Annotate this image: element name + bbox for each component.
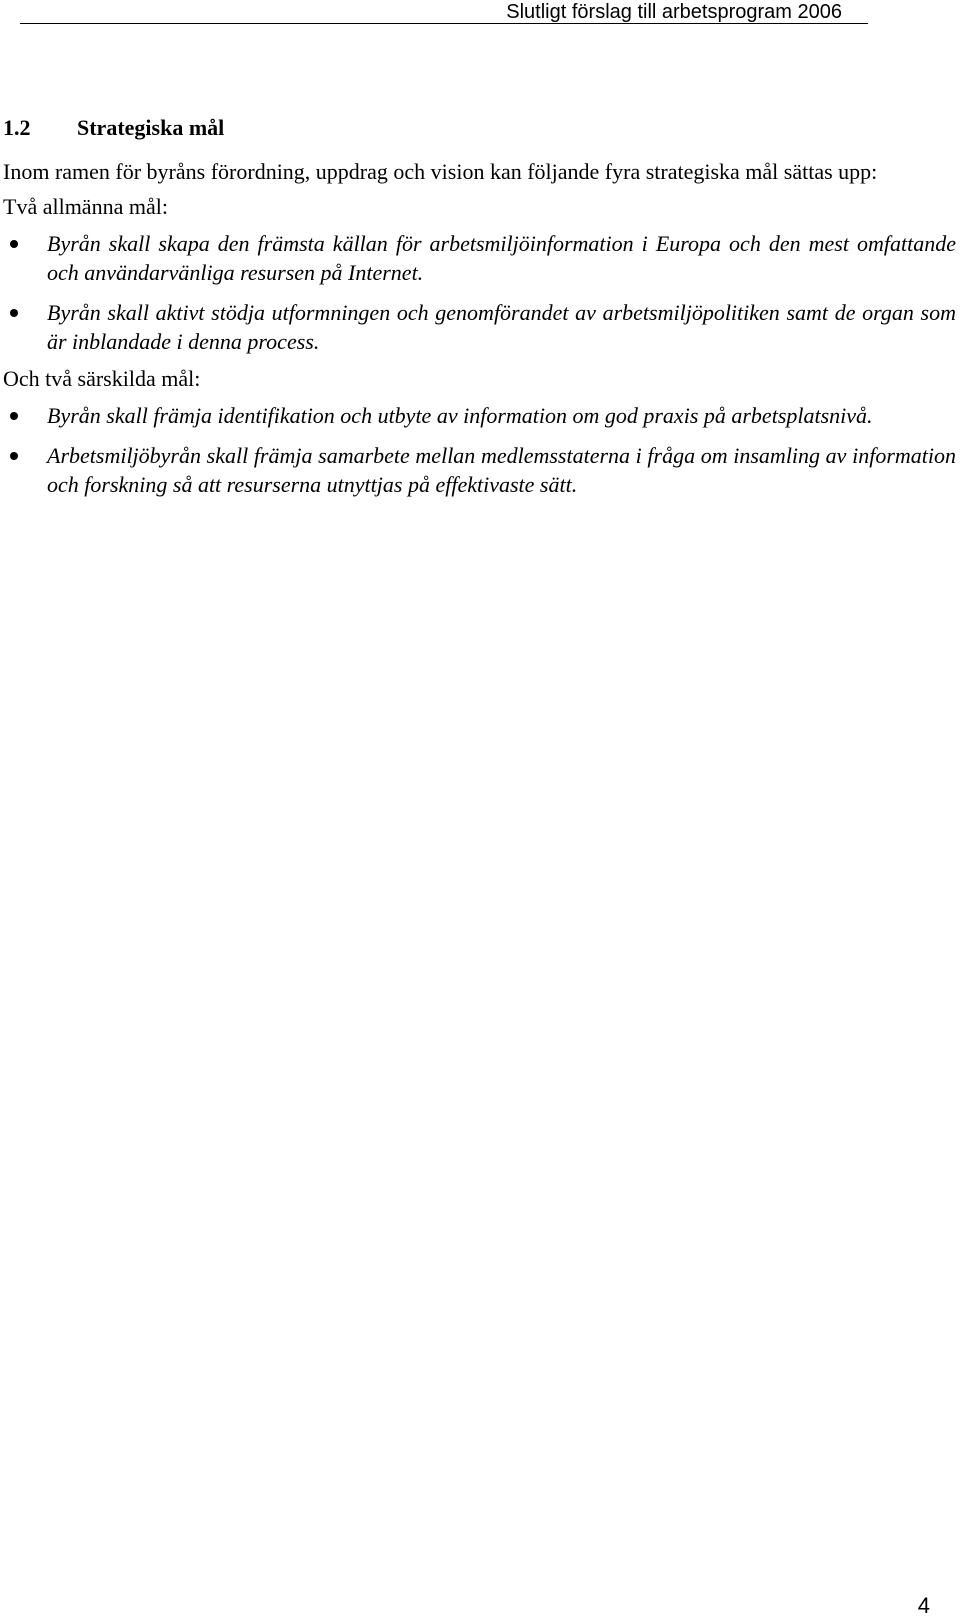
list-item-text: Byrån skall främja identifikation och utbyte av information om god praxis på arbetsplatsnivå. [47, 403, 873, 428]
list-item [3, 298, 956, 356]
bullet-icon [10, 412, 18, 420]
running-header: Slutligt förslag till arbetsprogram 2006 [20, 0, 868, 24]
bullet-icon [10, 240, 18, 248]
section-heading [3, 114, 956, 142]
list-item [3, 441, 956, 499]
specific-goals-heading: Och två särskilda mål: [3, 366, 201, 391]
intro-paragraph: Inom ramen för byråns förordning, uppdrag och vision kan följande fyra strategiska mål sättas upp: [3, 159, 878, 184]
section-title: Strategiska mål [77, 115, 225, 140]
general-goals-heading: Två allmänna mål: [3, 194, 168, 219]
document-body [0, 114, 958, 507]
list-item-text: Byrån skall aktivt stödja utformningen och genomförandet av arbetsmiljöpolitiken samt de organ som är inblandade i denna process. [47, 300, 956, 354]
list-item-text: Arbetsmiljöbyrån skall främja samarbete mellan medlemsstaterna i fråga om insamling av information och forskning så att resurserna utnyttjas på effektivaste sätt. [47, 443, 956, 497]
specific-goals-list [3, 401, 956, 499]
list-item [3, 401, 956, 430]
general-goals-list [3, 229, 956, 356]
bullet-icon [10, 452, 18, 460]
list-item [3, 229, 956, 287]
list-item-text: Byrån skall skapa den främsta källan för arbetsmiljöinformation i Europa och den mest omfattande och användarvänliga resursen på Internet. [47, 231, 956, 285]
section-number: 1.2 [3, 115, 31, 140]
bullet-icon [10, 309, 18, 317]
page-number: 4 [917, 1593, 930, 1618]
